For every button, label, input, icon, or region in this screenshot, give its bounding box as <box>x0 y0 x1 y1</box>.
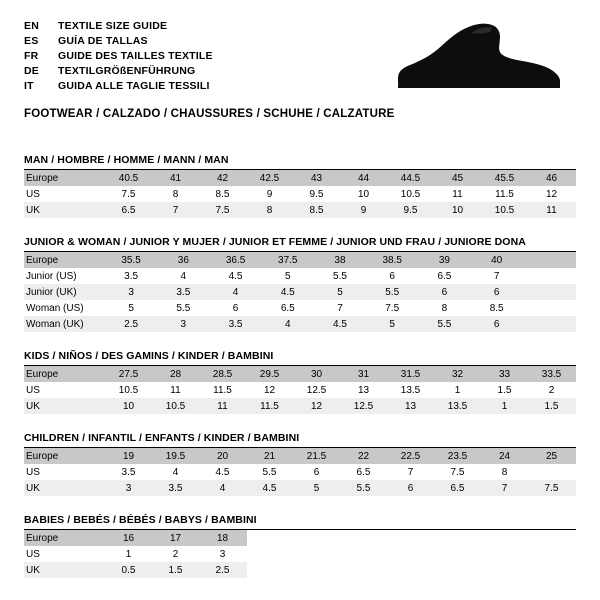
size-cell: 10.5 <box>106 382 153 398</box>
size-cell: 7.5 <box>435 464 482 480</box>
row-label: Europe <box>24 252 106 268</box>
row-label: US <box>24 186 106 202</box>
size-cell: 12 <box>247 382 294 398</box>
language-title: GUIDE DES TAILLES TEXTILE <box>58 49 213 62</box>
size-cell: 4.5 <box>247 480 294 496</box>
size-cell: 6 <box>472 316 524 332</box>
size-cell: 6 <box>472 284 524 300</box>
table-row <box>24 366 576 382</box>
size-cell: 35.5 <box>106 252 158 268</box>
size-cell: 6 <box>419 284 471 300</box>
row-label: UK <box>24 562 106 578</box>
row-label: US <box>24 464 106 480</box>
size-cell-empty <box>529 562 576 578</box>
size-cell-empty <box>388 562 435 578</box>
size-cell: 3.5 <box>158 284 210 300</box>
size-cell: 33.5 <box>529 366 576 382</box>
size-cell: 6.5 <box>419 268 471 284</box>
table-row <box>24 202 576 218</box>
table-row <box>24 464 576 480</box>
size-cell: 11.5 <box>482 186 529 202</box>
size-cell: 5.5 <box>247 464 294 480</box>
size-cell: 2 <box>529 382 576 398</box>
size-cell: 42.5 <box>247 170 294 186</box>
table-row <box>24 530 576 546</box>
size-cell: 44.5 <box>388 170 435 186</box>
size-cell: 31 <box>341 366 388 382</box>
size-cell: 3 <box>200 546 247 562</box>
size-cell: 30 <box>294 366 341 382</box>
size-cell: 45.5 <box>482 170 529 186</box>
size-cell: 22.5 <box>388 448 435 464</box>
size-cell-empty <box>341 530 388 546</box>
size-cell <box>524 268 576 284</box>
size-cell: 4.5 <box>200 464 247 480</box>
size-cell-empty <box>388 530 435 546</box>
language-code: EN <box>24 19 39 32</box>
row-label: Woman (UK) <box>24 316 106 332</box>
table-row <box>24 398 576 414</box>
size-cell: 6 <box>294 464 341 480</box>
dress-shoe-icon <box>380 16 570 96</box>
size-cell: 2.5 <box>106 316 158 332</box>
size-cell: 38.5 <box>367 252 419 268</box>
size-cell: 3.5 <box>153 480 200 496</box>
language-title: GUÍA DE TALLAS <box>58 34 148 47</box>
table-row <box>24 480 576 496</box>
row-label: UK <box>24 202 106 218</box>
row-label: Europe <box>24 448 106 464</box>
page-header <box>24 18 576 96</box>
size-cell: 3.5 <box>106 268 158 284</box>
size-cell: 5.5 <box>419 316 471 332</box>
block-title: KIDS / NIÑOS / DES GAMINS / KINDER / BAMBINI <box>24 350 576 366</box>
size-cell: 8.5 <box>472 300 524 316</box>
size-table-babies <box>24 530 576 578</box>
size-cell: 3 <box>106 480 153 496</box>
size-cell: 43 <box>294 170 341 186</box>
size-cell: 27.5 <box>106 366 153 382</box>
block-title: BABIES / BEBÉS / BÉBÉS / BABYS / BAMBINI <box>24 514 576 530</box>
size-cell: 10.5 <box>153 398 200 414</box>
size-cell: 1 <box>482 398 529 414</box>
language-code: ES <box>24 34 39 47</box>
size-cell: 8 <box>153 186 200 202</box>
size-cell: 11.5 <box>200 382 247 398</box>
size-cell: 9 <box>247 186 294 202</box>
block-title: CHILDREN / INFANTIL / ENFANTS / KINDER / BAMBINI <box>24 432 576 448</box>
language-title: TEXTILGRÖßENFÜHRUNG <box>58 64 196 77</box>
table-row <box>24 268 576 284</box>
size-cell-empty <box>247 530 294 546</box>
size-cell: 7.5 <box>106 186 153 202</box>
size-cell: 40.5 <box>106 170 153 186</box>
size-cell: 19 <box>106 448 153 464</box>
size-cell: 7.5 <box>367 300 419 316</box>
size-cell: 12 <box>294 398 341 414</box>
size-cell-empty <box>435 530 482 546</box>
size-cell: 7 <box>482 480 529 496</box>
size-cell: 36 <box>158 252 210 268</box>
size-cell: 1.5 <box>482 382 529 398</box>
size-cell: 21 <box>247 448 294 464</box>
block-title: MAN / HOMBRE / HOMME / MANN / MAN <box>24 154 576 170</box>
size-cell: 40 <box>472 252 524 268</box>
size-cell-empty <box>247 546 294 562</box>
size-cell: 19.5 <box>153 448 200 464</box>
size-cell: 4 <box>153 464 200 480</box>
size-cell: 10.5 <box>482 202 529 218</box>
size-cell: 11 <box>200 398 247 414</box>
size-cell-empty <box>247 562 294 578</box>
size-table-children <box>24 448 576 496</box>
size-cell: 41 <box>153 170 200 186</box>
size-cell: 10.5 <box>388 186 435 202</box>
size-cell: 3.5 <box>106 464 153 480</box>
size-cell: 8.5 <box>294 202 341 218</box>
language-title-body <box>24 18 213 93</box>
size-cell: 36.5 <box>210 252 262 268</box>
language-row <box>24 48 213 63</box>
size-cell: 2.5 <box>200 562 247 578</box>
language-title: TEXTILE SIZE GUIDE <box>58 19 168 32</box>
size-cell-empty <box>388 546 435 562</box>
row-label: Europe <box>24 530 106 546</box>
size-cell: 4.5 <box>210 268 262 284</box>
table-row <box>24 170 576 186</box>
size-cell: 4 <box>200 480 247 496</box>
size-cell: 7 <box>388 464 435 480</box>
size-block-junior-woman <box>24 236 576 332</box>
table-row <box>24 546 576 562</box>
size-cell <box>524 284 576 300</box>
size-cell: 12.5 <box>341 398 388 414</box>
size-cell: 13.5 <box>435 398 482 414</box>
size-cell: 42 <box>200 170 247 186</box>
size-cell: 5.5 <box>341 480 388 496</box>
size-block-babies <box>24 514 576 578</box>
row-label: Junior (US) <box>24 268 106 284</box>
size-cell: 18 <box>200 530 247 546</box>
table-row <box>24 316 576 332</box>
language-code: FR <box>24 49 39 62</box>
size-cell: 9.5 <box>294 186 341 202</box>
size-cell <box>524 252 576 268</box>
row-label: UK <box>24 398 106 414</box>
size-block-children <box>24 432 576 496</box>
size-cell: 16 <box>106 530 153 546</box>
language-row <box>24 78 213 93</box>
table-row <box>24 300 576 316</box>
size-cell: 44 <box>341 170 388 186</box>
size-cell: 33 <box>482 366 529 382</box>
size-cell: 3 <box>158 316 210 332</box>
size-cell: 28 <box>153 366 200 382</box>
size-cell: 7 <box>315 300 367 316</box>
size-cell: 31.5 <box>388 366 435 382</box>
size-cell: 4 <box>210 284 262 300</box>
size-cell <box>524 300 576 316</box>
language-code: IT <box>24 79 34 92</box>
row-label: US <box>24 546 106 562</box>
size-cell: 11.5 <box>247 398 294 414</box>
size-table-kids <box>24 366 576 414</box>
size-cell <box>529 464 576 480</box>
size-cell: 5 <box>263 268 315 284</box>
table-row <box>24 284 576 300</box>
table-row <box>24 186 576 202</box>
size-cell: 7 <box>472 268 524 284</box>
size-cell: 8 <box>482 464 529 480</box>
size-cell: 11 <box>435 186 482 202</box>
row-label: Woman (US) <box>24 300 106 316</box>
size-cell: 4.5 <box>263 284 315 300</box>
size-cell: 37.5 <box>263 252 315 268</box>
size-cell: 11 <box>529 202 576 218</box>
row-label: Europe <box>24 366 106 382</box>
size-cell: 3 <box>106 284 158 300</box>
footwear-heading: FOOTWEAR / CALZADO / CHAUSSURES / SCHUHE / CALZATURE <box>24 108 395 120</box>
language-title: GUIDA ALLE TAGLIE TESSILI <box>58 79 210 92</box>
size-cell: 4 <box>263 316 315 332</box>
language-row <box>24 63 213 78</box>
size-cell: 20 <box>200 448 247 464</box>
size-cell: 5 <box>315 284 367 300</box>
language-row <box>24 18 213 33</box>
size-cell: 22 <box>341 448 388 464</box>
size-cell: 9.5 <box>388 202 435 218</box>
size-cell: 9 <box>341 202 388 218</box>
language-code: DE <box>24 64 39 77</box>
size-cell: 13 <box>388 398 435 414</box>
size-cell-empty <box>482 562 529 578</box>
size-cell-empty <box>294 562 341 578</box>
size-cell: 13.5 <box>388 382 435 398</box>
size-cell: 12.5 <box>294 382 341 398</box>
size-cell: 4.5 <box>315 316 367 332</box>
size-cell: 6 <box>367 268 419 284</box>
size-cell-empty <box>341 546 388 562</box>
table-row <box>24 562 576 578</box>
size-cell: 1 <box>106 546 153 562</box>
row-label: Europe <box>24 170 106 186</box>
size-cell: 29.5 <box>247 366 294 382</box>
size-table-man <box>24 170 576 218</box>
size-cell-empty <box>435 562 482 578</box>
row-label: UK <box>24 480 106 496</box>
size-cell: 1.5 <box>153 562 200 578</box>
size-cell-empty <box>435 546 482 562</box>
size-cell: 12 <box>529 186 576 202</box>
size-cell: 17 <box>153 530 200 546</box>
size-block-kids <box>24 350 576 414</box>
size-cell: 8 <box>247 202 294 218</box>
size-cell: 5.5 <box>315 268 367 284</box>
size-cell: 39 <box>419 252 471 268</box>
size-cell-empty <box>529 530 576 546</box>
size-cell: 7.5 <box>529 480 576 496</box>
size-cell <box>524 316 576 332</box>
table-row <box>24 382 576 398</box>
size-cell: 7.5 <box>200 202 247 218</box>
size-cell: 5 <box>106 300 158 316</box>
size-cell-empty <box>529 546 576 562</box>
size-cell: 4 <box>158 268 210 284</box>
size-cell-empty <box>482 546 529 562</box>
row-label: US <box>24 382 106 398</box>
size-cell: 25 <box>529 448 576 464</box>
size-cell: 32 <box>435 366 482 382</box>
size-cell: 6.5 <box>106 202 153 218</box>
size-cell: 10 <box>341 186 388 202</box>
size-cell: 8 <box>419 300 471 316</box>
size-cell: 28.5 <box>200 366 247 382</box>
size-cell: 3.5 <box>210 316 262 332</box>
block-title: JUNIOR & WOMAN / JUNIOR Y MUJER / JUNIOR ET FEMME / JUNIOR UND FRAU / JUNIORE DONA <box>24 236 576 252</box>
size-cell: 6 <box>210 300 262 316</box>
size-cell-empty <box>341 562 388 578</box>
size-cell: 10 <box>435 202 482 218</box>
table-row <box>24 252 576 268</box>
size-cell-empty <box>294 546 341 562</box>
size-cell: 11 <box>153 382 200 398</box>
size-cell: 1 <box>435 382 482 398</box>
size-cell: 46 <box>529 170 576 186</box>
size-cell: 45 <box>435 170 482 186</box>
size-cell: 23.5 <box>435 448 482 464</box>
size-cell: 6.5 <box>341 464 388 480</box>
table-row <box>24 448 576 464</box>
size-cell: 5.5 <box>367 284 419 300</box>
language-title-list <box>24 18 213 93</box>
size-cell-empty <box>294 530 341 546</box>
size-cell: 0.5 <box>106 562 153 578</box>
size-cell: 6.5 <box>263 300 315 316</box>
language-row <box>24 33 213 48</box>
size-cell: 2 <box>153 546 200 562</box>
size-cell: 5 <box>294 480 341 496</box>
size-table-junior-woman <box>24 252 576 332</box>
size-cell-empty <box>482 530 529 546</box>
size-cell: 6.5 <box>435 480 482 496</box>
size-cell: 5 <box>367 316 419 332</box>
size-cell: 8.5 <box>200 186 247 202</box>
size-cell: 21.5 <box>294 448 341 464</box>
size-cell: 13 <box>341 382 388 398</box>
size-cell: 24 <box>482 448 529 464</box>
size-cell: 10 <box>106 398 153 414</box>
size-cell: 5.5 <box>158 300 210 316</box>
size-cell: 6 <box>388 480 435 496</box>
size-cell: 38 <box>315 252 367 268</box>
size-cell: 1.5 <box>529 398 576 414</box>
row-label: Junior (UK) <box>24 284 106 300</box>
size-block-man <box>24 154 576 218</box>
size-cell: 7 <box>153 202 200 218</box>
